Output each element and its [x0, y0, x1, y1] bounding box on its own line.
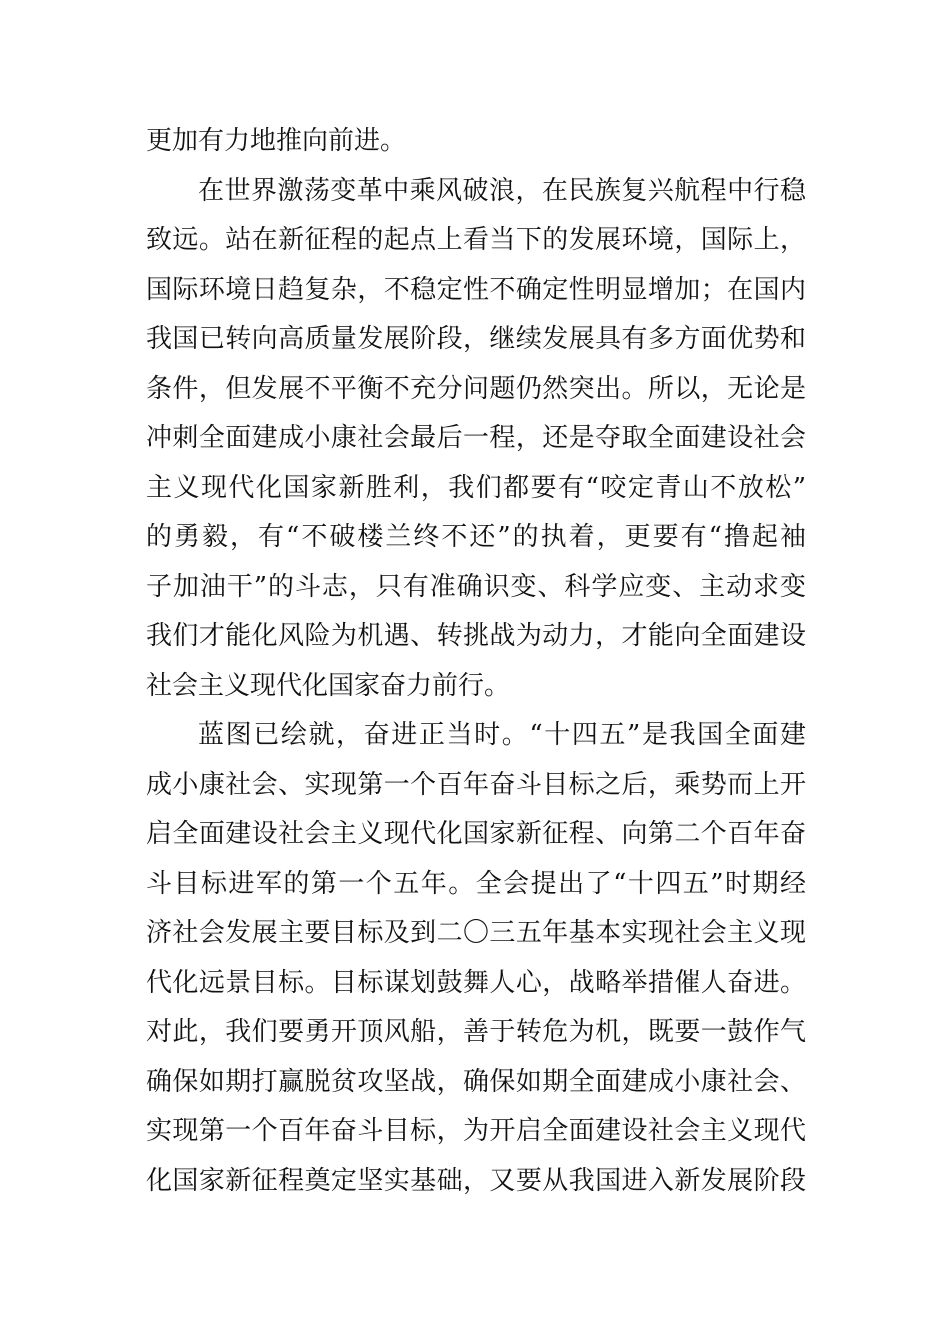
text-line: 国际环境日趋复杂，不稳定性不确定性明显增加；在国内: [146, 274, 806, 305]
text-line: 的勇毅，有“不破楼兰终不还”的执着，更要有“撸起袖: [146, 522, 806, 552]
text-line: 济社会发展主要目标及到二〇三五年基本实现社会主义现: [146, 918, 806, 948]
text-line: 致远。站在新征程的起点上看当下的发展环境，国际上，: [146, 225, 806, 255]
body-text: [146, 117, 806, 1206]
text-line: 化国家新征程奠定坚实基础，又要从我国进入新发展阶段: [146, 1165, 806, 1196]
text-line: 我们才能化风险为机遇、转挑战为动力，才能向全面建设: [146, 621, 806, 651]
text-line: 我国已转向高质量发展阶段，继续发展具有多方面优势和: [146, 324, 806, 354]
text-line: 斗目标进军的第一个五年。全会提出了“十四五”时期经: [146, 868, 806, 899]
text-line: 确保如期打赢脱贫攻坚战，确保如期全面建成小康社会、: [146, 1066, 806, 1097]
text-line: 社会主义现代化国家奋力前行。: [146, 670, 511, 701]
text-line: 冲刺全面建成小康社会最后一程，还是夺取全面建设社会: [146, 423, 806, 453]
paragraph-first-line: 蓝图已绘就，奋进正当时。“十四五”是我国全面建: [198, 720, 806, 750]
text-line: 主义现代化国家新胜利，我们都要有“咬定青山不放松”: [146, 472, 806, 503]
text-line: 子加油干”的斗志，只有准确识变、科学应变、主动求变: [146, 571, 806, 602]
text-line: 成小康社会、实现第一个百年奋斗目标之后，乘势而上开: [146, 769, 806, 800]
text-line: 代化远景目标。目标谋划鼓舞人心，战略举措催人奋进。: [146, 967, 806, 998]
text-line: 更加有力地推向前进。: [146, 126, 407, 156]
text-line: 对此，我们要勇开顶风船，善于转危为机，既要一鼓作气: [146, 1017, 806, 1047]
paragraph-first-line: 在世界激荡变革中乘风破浪，在民族复兴航程中行稳: [198, 175, 806, 206]
text-line: 条件，但发展不平衡不充分问题仍然突出。所以，无论是: [146, 373, 806, 404]
text-line: 实现第一个百年奋斗目标，为开启全面建设社会主义现代: [146, 1116, 806, 1146]
text-line: 启全面建设社会主义现代化国家新征程、向第二个百年奋: [146, 819, 806, 849]
